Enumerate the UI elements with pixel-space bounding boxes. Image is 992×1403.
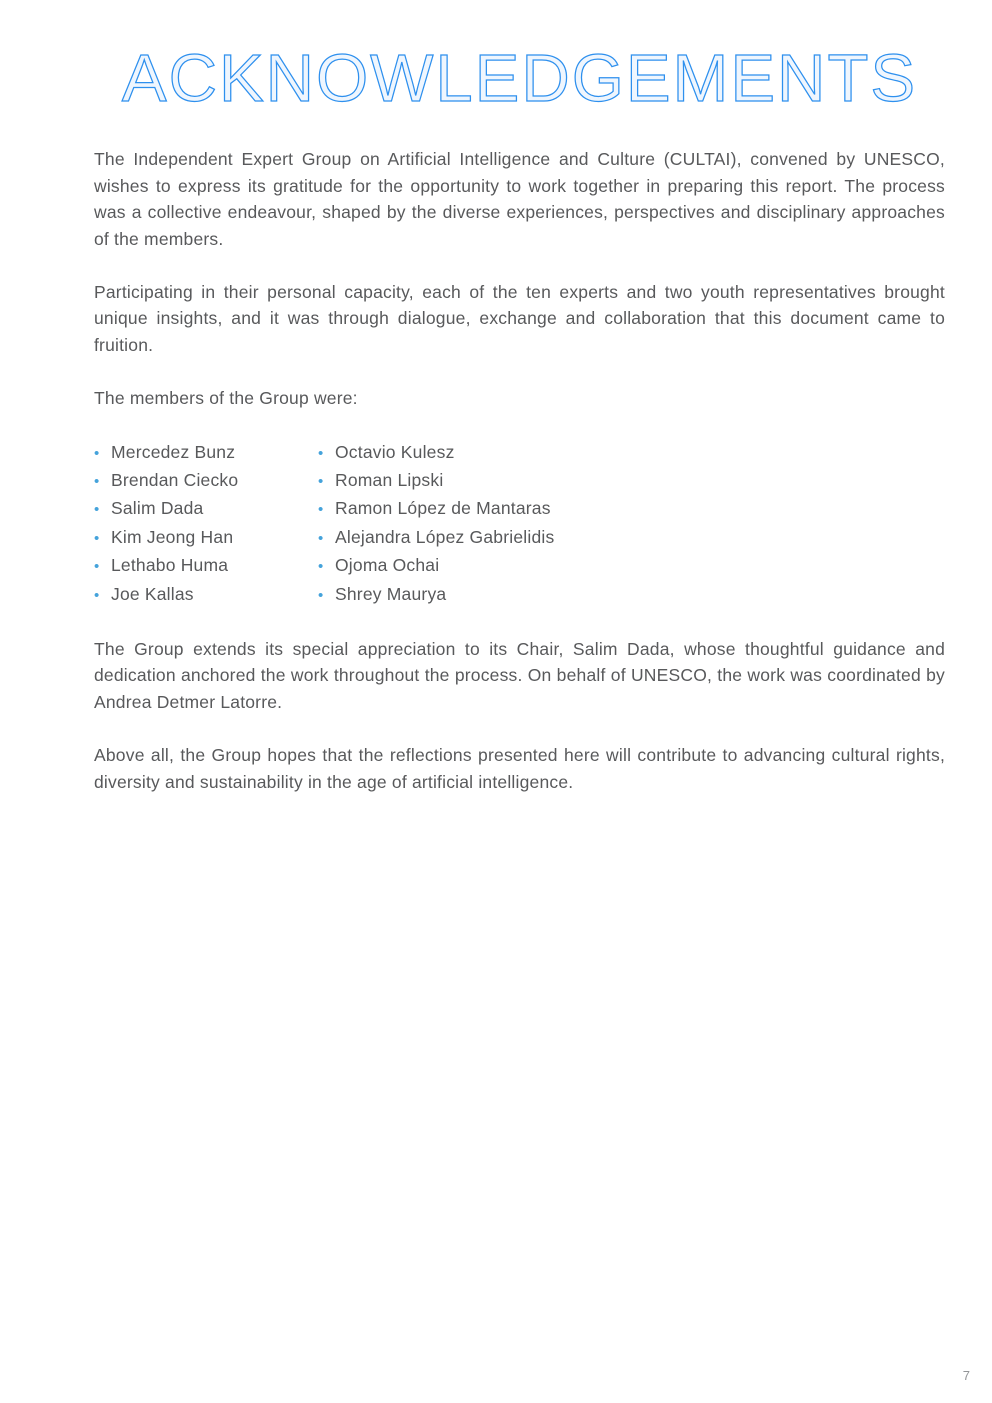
member-name: Ojoma Ochai xyxy=(335,555,440,576)
member-name: Mercedez Bunz xyxy=(111,441,236,462)
member-name: Alejandra López Gabrielidis xyxy=(335,526,555,547)
list-item xyxy=(318,524,945,552)
list-item xyxy=(94,495,318,523)
bullet-icon: • xyxy=(318,529,324,547)
bullet-icon: • xyxy=(318,444,324,462)
list-item xyxy=(318,552,945,580)
member-name: Joe Kallas xyxy=(111,583,194,604)
paragraph-appreciation: The Group extends its special appreciation to its Chair, Salim Dada, whose thoughtful guidance and dedication anchored the work throughout the process. On behalf of UNESCO, the work was coordinated by Andrea Detmer Latorre. xyxy=(94,639,945,712)
member-name: Shrey Maurya xyxy=(335,583,447,604)
bullet-icon: • xyxy=(318,586,324,604)
list-item xyxy=(318,467,945,495)
page-title: ACKNOWLEDGEMENTS xyxy=(121,41,918,116)
members-list xyxy=(94,439,945,609)
bullet-icon: • xyxy=(94,558,100,576)
bullet-icon: • xyxy=(94,529,100,547)
paragraph-members-lead-in: The members of the Group were: xyxy=(94,388,358,409)
paragraph-participation: Participating in their personal capacity, each of the ten experts and two youth representatives brought unique insights, and it was through dialogue, exchange and collaboration that this document came to fruition. xyxy=(94,281,945,355)
bullet-icon: • xyxy=(94,586,100,604)
bullet-icon: • xyxy=(318,473,324,490)
list-item xyxy=(318,495,945,523)
member-name: Lethabo Huma xyxy=(111,555,229,576)
bullet-icon: • xyxy=(94,444,100,462)
members-column-2 xyxy=(318,439,945,609)
bullet-icon: • xyxy=(94,473,100,490)
members-column-1 xyxy=(94,439,318,609)
list-item xyxy=(318,439,945,467)
bullet-icon: • xyxy=(318,501,324,519)
bullet-icon: • xyxy=(318,558,324,576)
list-item xyxy=(94,467,318,495)
page-number: 7 xyxy=(962,1368,970,1383)
paragraph-closing: Above all, the Group hopes that the reflections presented here will contribute to advancing cultural rights, diversity and sustainability in the age of artificial intelligence. xyxy=(94,745,945,792)
member-name: Roman Lipski xyxy=(335,470,444,490)
member-name: Kim Jeong Han xyxy=(111,526,234,547)
member-name: Octavio Kulesz xyxy=(335,441,455,462)
list-item xyxy=(318,581,945,609)
list-item xyxy=(94,439,318,467)
member-name: Salim Dada xyxy=(111,498,204,519)
paragraph-intro: The Independent Expert Group on Artificial Intelligence and Culture (CULTAI), convened by UNESCO, wishes to express its gratitude for the opportunity to work together in preparing this report. The process was a collective endeavour, shaped by the diverse experiences, perspectives and disciplinary approaches of the members. xyxy=(94,149,945,249)
list-item xyxy=(94,552,318,580)
bullet-icon: • xyxy=(94,501,100,519)
member-name: Ramon López de Mantaras xyxy=(335,498,551,519)
list-item xyxy=(94,581,318,609)
list-item xyxy=(94,524,318,552)
member-name: Brendan Ciecko xyxy=(111,470,239,490)
